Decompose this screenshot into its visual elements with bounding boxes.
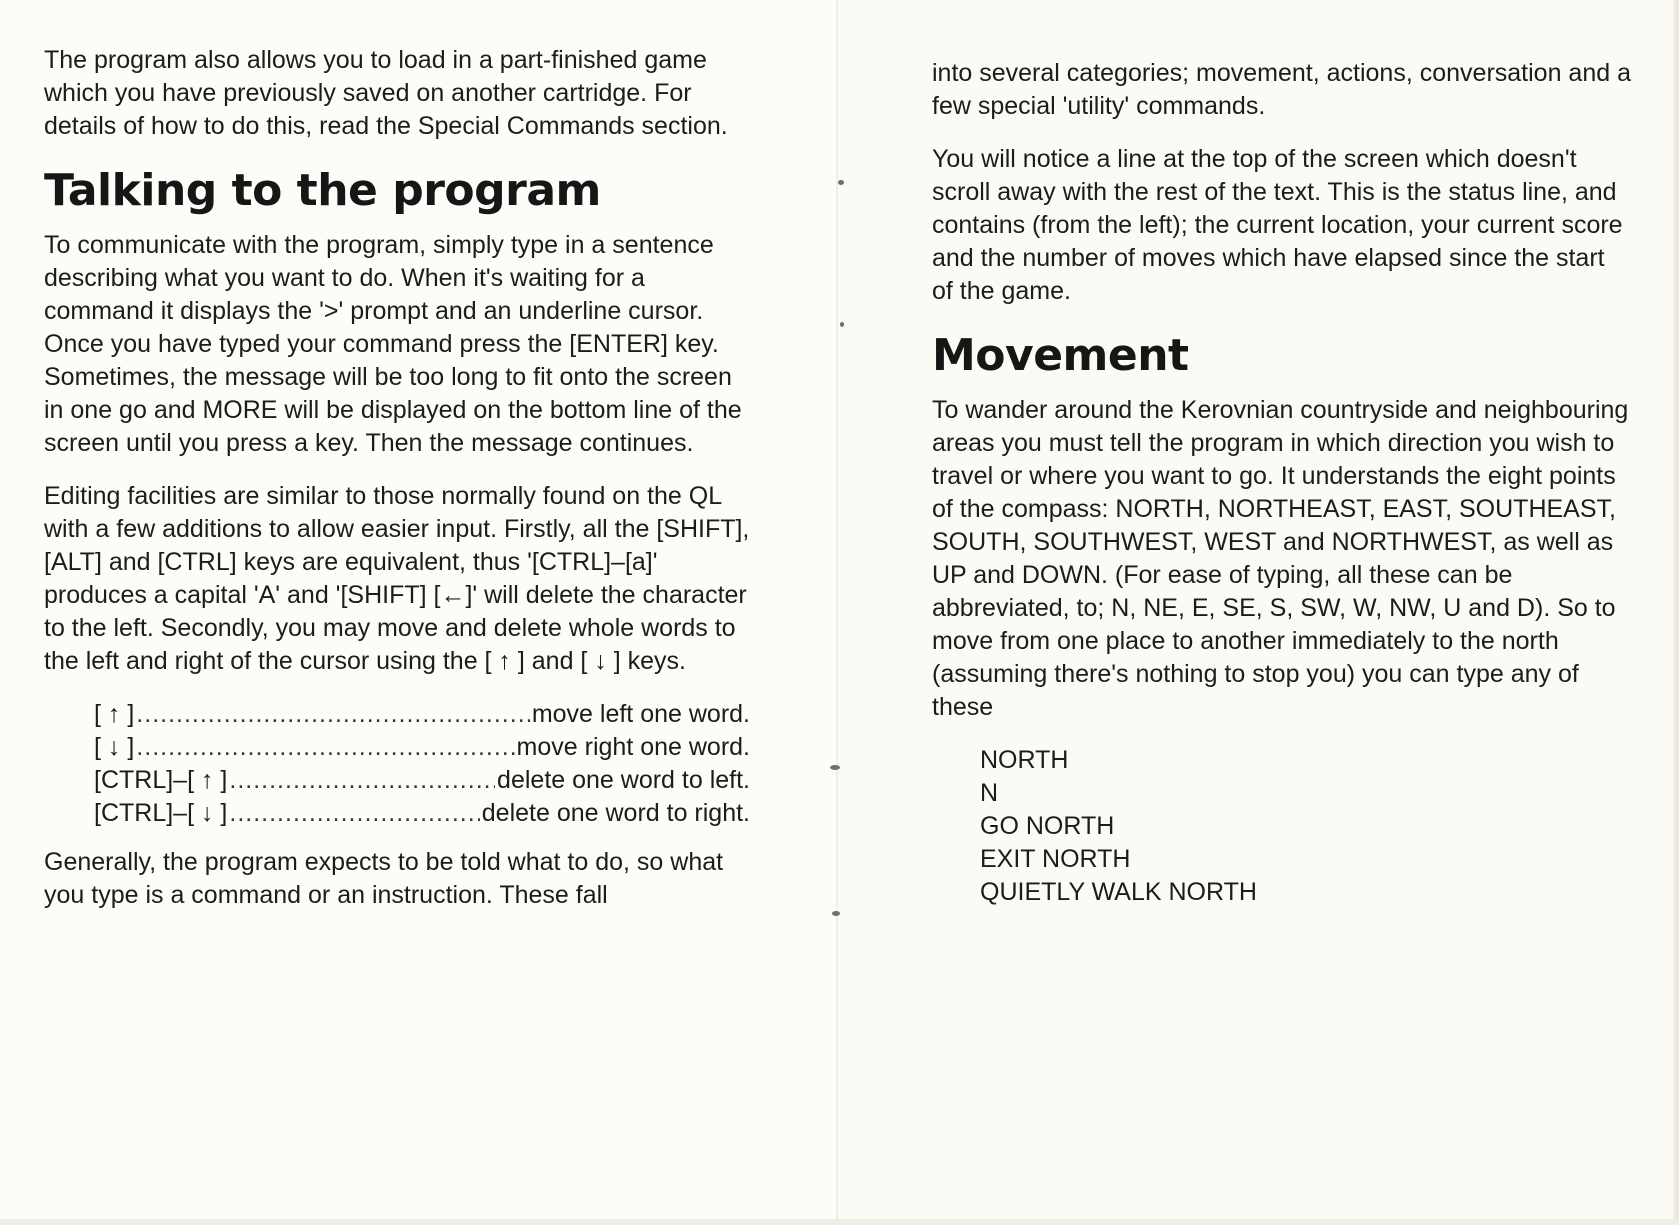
key-label: [CTRL]–[ ↓ ] [94, 799, 228, 827]
key-description: move left one word. [531, 700, 750, 728]
movement-paragraph: To wander around the Kerovnian countryside and neighbouring areas you must tell the program in which direction you wish to travel or where you want to go. It understands the eight points of the compass: NORTH, NORTHEAST, EAST, SOUTHEAST, SOUTH, SOUTHWEST, WEST and NORTHWEST, as well as UP and DOWN. (For ease of typing, all these can be abbreviated, to; N, NE, E, SE, S, SW, W, NW, U and D). So to move from one place to another immediately to the north (assuming there's nothing to stop you) you can type any of these [932, 396, 1629, 721]
page-edge [1673, 0, 1679, 1225]
command-examples-list [980, 744, 1679, 909]
key-description: delete one word to left. [497, 766, 750, 794]
key-description: delete one word to right. [481, 799, 750, 827]
key-label: [CTRL]–[ ↑ ] [94, 766, 228, 794]
status-line-paragraph: You will notice a line at the top of the screen which doesn't scroll away with the rest of the text. This is the status line, and contains (from the left); the current location, your current score and the number of moves which have elapsed since the start of the game. [932, 145, 1623, 305]
key-description: move right one word. [516, 733, 750, 761]
key-table-row [94, 731, 750, 764]
right-page [838, 0, 1679, 1225]
key-label: [ ↓ ] [94, 733, 135, 761]
command-paragraph: Generally, the program expects to be told what to do, so what you type is a command or an instruction. These fall [44, 848, 724, 909]
command-example: NORTH [980, 746, 1069, 774]
key-table [94, 698, 750, 830]
command-example: QUIETLY WALK NORTH [980, 878, 1257, 906]
intro-paragraph: The program also allows you to load in a part-finished game which you have previously saved on another cartridge. For details of how to do this, read the Special Commands section. [44, 46, 728, 140]
communication-paragraph: To communicate with the program, simply type in a sentence describing what you want to do. When it's waiting for a command it displays the '>' prompt and an underline cursor. Once you have typed your command press the [ENTER] key. Sometimes, the message will be too long to fit onto the screen in one go and MORE will be displayed on the bottom line of the screen until you press a key. Then the message continues. [44, 231, 742, 457]
command-example: GO NORTH [980, 812, 1115, 840]
key-table-row [94, 797, 750, 830]
key-table-row [94, 698, 750, 731]
section-heading-movement: Movement [932, 330, 1189, 381]
binding-mark [832, 911, 840, 916]
page-edge-bottom [0, 1219, 1679, 1225]
binding-mark [840, 322, 844, 327]
command-example: EXIT NORTH [980, 845, 1131, 873]
key-table-row [94, 764, 750, 797]
dot-leader [229, 764, 495, 797]
binding-mark [830, 765, 840, 770]
key-label: [ ↑ ] [94, 700, 135, 728]
dot-leader [229, 797, 479, 830]
left-page [0, 0, 838, 1225]
dot-leader [136, 698, 530, 731]
categories-paragraph: into several categories; movement, actions, conversation and a few special 'utility' commands. [932, 59, 1631, 120]
binding-mark [838, 180, 844, 185]
editing-paragraph: Editing facilities are similar to those normally found on the QL with a few additions to allow easier input. Firstly, all the [SHIFT], [ALT] and [CTRL] keys are equivalent, thus '[CTRL]–[a]' produces a capital 'A' and '[SHIFT] [←]' will delete the character to the left. Secondly, you may move and delete whole words to the left and right of the cursor using the [ ↑ ] and [ ↓ ] keys. [44, 482, 750, 675]
command-example: N [980, 779, 999, 807]
dot-leader [136, 731, 514, 764]
section-heading-talking: Talking to the program [44, 165, 601, 216]
